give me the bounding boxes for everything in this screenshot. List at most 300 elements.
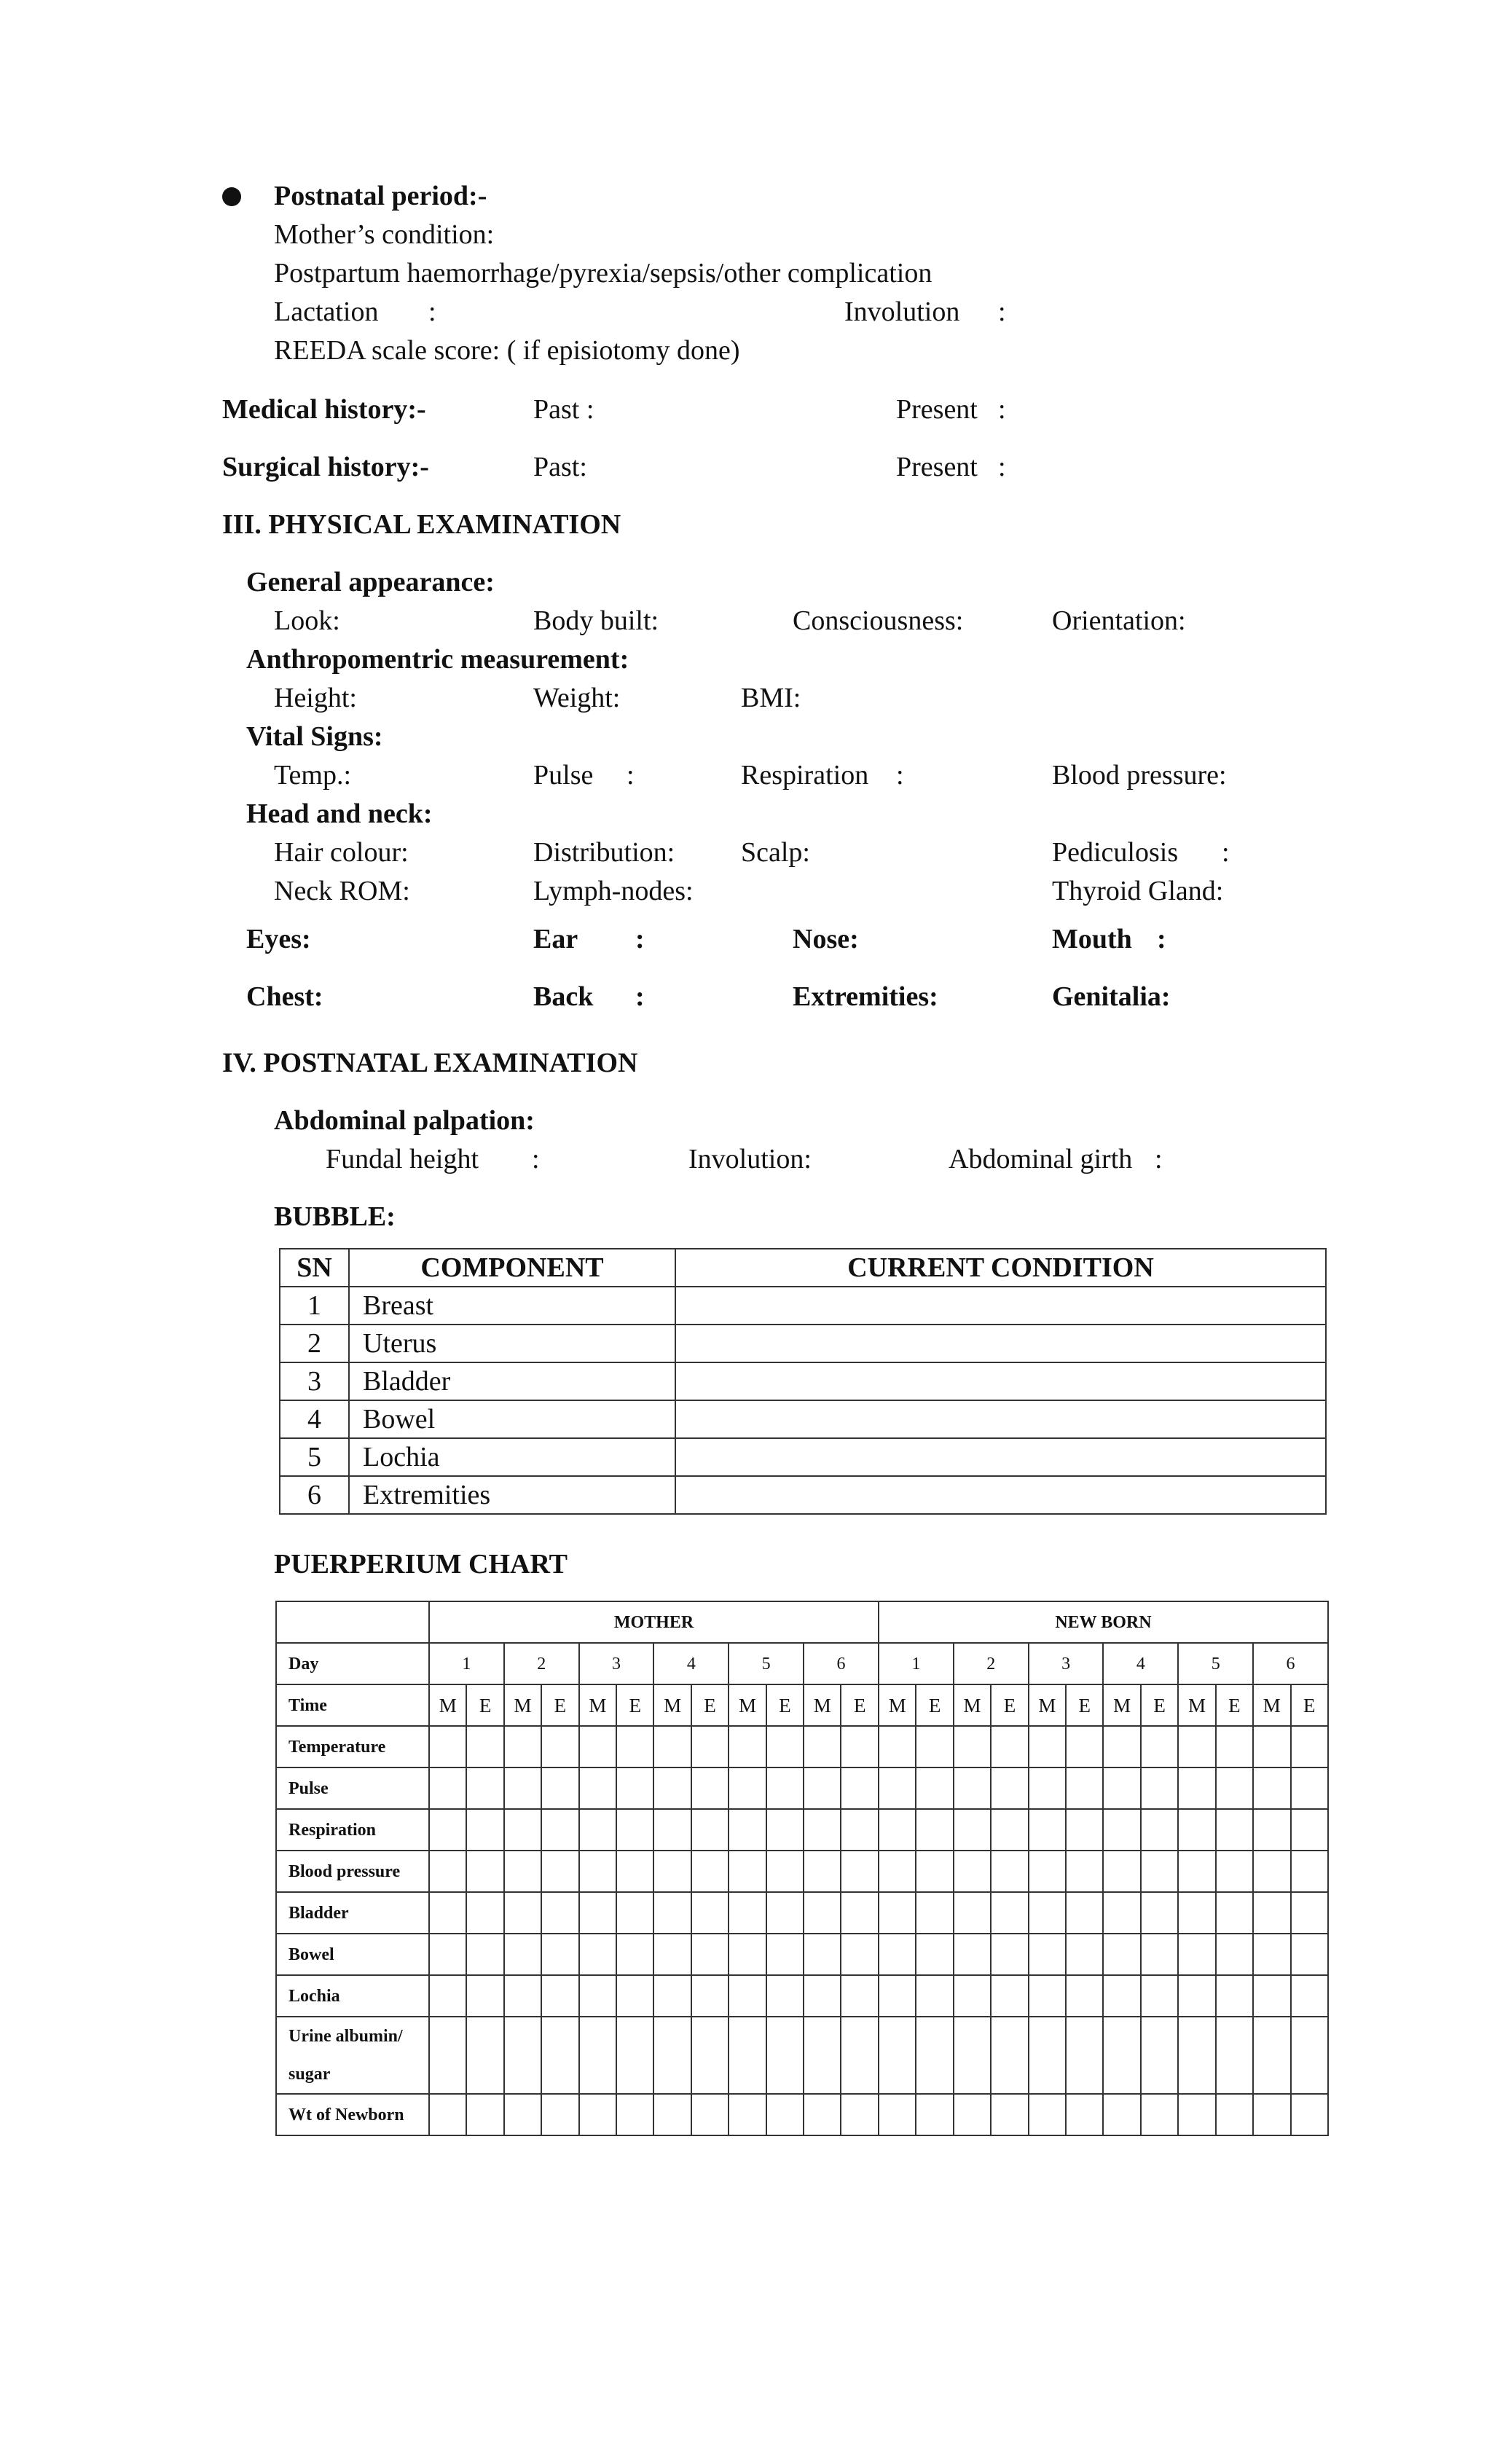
chart-entry-cell[interactable] <box>1178 1726 1215 1767</box>
anthropometric-label: Anthropomentric measurement: <box>246 644 629 675</box>
chart-entry-cell[interactable] <box>916 1809 953 1851</box>
chart-entry-cell[interactable] <box>429 2017 466 2094</box>
chart-entry-cell[interactable] <box>729 1851 766 1892</box>
chart-entry-cell[interactable] <box>729 1975 766 2017</box>
chart-entry-cell[interactable] <box>616 1892 653 1934</box>
chart-entry-cell[interactable] <box>879 2017 916 2094</box>
chart-entry-cell[interactable] <box>579 1975 616 2017</box>
chart-entry-cell[interactable] <box>691 2094 729 2135</box>
chart-entry-cell[interactable] <box>653 1975 691 2017</box>
chart-entry-cell[interactable] <box>691 1892 729 1934</box>
chart-entry-cell[interactable] <box>616 1767 653 1809</box>
chart-entry-cell[interactable] <box>691 1726 729 1767</box>
chart-group-row <box>276 1601 1328 1643</box>
chart-entry-cell[interactable] <box>1029 2017 1066 2094</box>
postnatal-exam-heading: IV. POSTNATAL EXAMINATION <box>222 1048 638 1078</box>
component-cell: Lochia <box>349 1438 675 1476</box>
current-condition-header: CURRENT CONDITION <box>675 1249 1326 1287</box>
head-neck-label: Head and neck: <box>246 799 433 829</box>
chart-entry-cell[interactable] <box>691 1851 729 1892</box>
chart-entry-cell[interactable] <box>1253 2094 1290 2135</box>
chart-entry-cell[interactable] <box>1216 1809 1253 1851</box>
chart-entry-cell[interactable] <box>1291 1809 1328 1851</box>
abdominal-girth-colon: : <box>1155 1144 1163 1174</box>
chart-entry-cell[interactable] <box>579 1851 616 1892</box>
chart-entry-cell[interactable] <box>1066 1975 1103 2017</box>
chart-entry-cell[interactable] <box>1141 2094 1178 2135</box>
chart-row <box>276 2017 1328 2094</box>
chart-entry-cell[interactable] <box>653 1851 691 1892</box>
day-number: 2 <box>954 1643 1029 1684</box>
sn-header: SN <box>280 1249 349 1287</box>
chart-entry-cell[interactable] <box>879 2094 916 2135</box>
chart-entry-cell[interactable] <box>1216 1851 1253 1892</box>
chart-entry-cell[interactable] <box>841 1975 879 2017</box>
chart-entry-cell[interactable] <box>766 1809 804 1851</box>
chart-entry-cell[interactable] <box>766 1726 804 1767</box>
chart-entry-cell[interactable] <box>579 1726 616 1767</box>
chart-entry-cell[interactable] <box>1066 1851 1103 1892</box>
chart-entry-cell[interactable] <box>653 2094 691 2135</box>
medical-present-label: Present <box>896 394 978 425</box>
chart-entry-cell[interactable] <box>916 1892 953 1934</box>
chart-entry-cell[interactable] <box>616 1726 653 1767</box>
chart-entry-cell[interactable] <box>504 1934 541 1975</box>
chart-entry-cell[interactable] <box>429 1934 466 1975</box>
chart-entry-cell[interactable] <box>729 2017 766 2094</box>
chart-entry-cell[interactable] <box>879 1975 916 2017</box>
chart-entry-cell[interactable] <box>1178 1851 1215 1892</box>
component-cell: Bowel <box>349 1400 675 1438</box>
chart-entry-cell[interactable] <box>1066 2017 1103 2094</box>
chart-entry-cell[interactable] <box>1103 1726 1140 1767</box>
chart-row-label: Temperature <box>276 1726 429 1767</box>
mouth-colon: : <box>1157 924 1166 954</box>
chart-entry-cell[interactable] <box>1178 1975 1215 2017</box>
chart-entry-cell[interactable] <box>1291 1975 1328 2017</box>
chart-entry-cell[interactable] <box>504 2017 541 2094</box>
chart-entry-cell[interactable] <box>1253 1726 1290 1767</box>
chart-entry-cell[interactable] <box>841 2017 879 2094</box>
thyroid-label: Thyroid Gland: <box>1052 876 1224 906</box>
chart-entry-cell[interactable] <box>1291 1934 1328 1975</box>
chart-entry-cell[interactable] <box>916 1934 953 1975</box>
chart-entry-cell[interactable] <box>691 1975 729 2017</box>
chart-entry-cell[interactable] <box>653 1892 691 1934</box>
chart-entry-cell[interactable] <box>804 1809 841 1851</box>
chart-entry-cell[interactable] <box>879 1809 916 1851</box>
chart-entry-cell[interactable] <box>616 2094 653 2135</box>
chart-entry-cell[interactable] <box>1029 1851 1066 1892</box>
chart-entry-cell[interactable] <box>954 1809 991 1851</box>
surgical-past-label: Past: <box>533 452 587 482</box>
chart-entry-cell[interactable] <box>466 1851 503 1892</box>
condition-cell[interactable] <box>675 1476 1326 1514</box>
day-number: 2 <box>504 1643 579 1684</box>
pulse-label: Pulse <box>533 760 594 790</box>
chart-entry-cell[interactable] <box>1103 1892 1140 1934</box>
chart-entry-cell[interactable] <box>1103 2017 1140 2094</box>
chart-entry-cell[interactable] <box>1141 1851 1178 1892</box>
chart-entry-cell[interactable] <box>1253 1851 1290 1892</box>
time-code: M <box>429 1684 466 1726</box>
chart-entry-cell[interactable] <box>991 1809 1028 1851</box>
chart-day-row <box>276 1643 1328 1684</box>
chart-entry-cell[interactable] <box>1178 1934 1215 1975</box>
chart-entry-cell[interactable] <box>1141 2017 1178 2094</box>
chart-entry-cell[interactable] <box>579 2017 616 2094</box>
chart-entry-cell[interactable] <box>1066 1809 1103 1851</box>
chart-entry-cell[interactable] <box>579 1767 616 1809</box>
bubble-table <box>279 1248 1327 1515</box>
chart-entry-cell[interactable] <box>879 1767 916 1809</box>
chart-entry-cell[interactable] <box>541 1726 578 1767</box>
chart-entry-cell[interactable] <box>991 1934 1028 1975</box>
chart-entry-cell[interactable] <box>766 1934 804 1975</box>
abdominal-girth-label: Abdominal girth <box>949 1144 1133 1174</box>
chart-entry-cell[interactable] <box>729 1726 766 1767</box>
chart-entry-cell[interactable] <box>1253 1975 1290 2017</box>
chart-entry-cell[interactable] <box>1216 1767 1253 1809</box>
chart-entry-cell[interactable] <box>1066 1726 1103 1767</box>
chart-entry-cell[interactable] <box>429 1767 466 1809</box>
chart-entry-cell[interactable] <box>541 1809 578 1851</box>
chart-entry-cell[interactable] <box>1029 1726 1066 1767</box>
chart-entry-cell[interactable] <box>541 1851 578 1892</box>
reeda-label: REEDA scale score: ( if episiotomy done) <box>274 335 740 366</box>
chart-entry-cell[interactable] <box>1216 1975 1253 2017</box>
day-number: 5 <box>729 1643 804 1684</box>
chart-entry-cell[interactable] <box>729 1892 766 1934</box>
chart-row <box>276 1975 1328 2017</box>
chart-entry-cell[interactable] <box>653 2017 691 2094</box>
chart-entry-cell[interactable] <box>991 1767 1028 1809</box>
chart-entry-cell[interactable] <box>541 1934 578 1975</box>
chart-entry-cell[interactable] <box>429 1809 466 1851</box>
component-cell: Breast <box>349 1287 675 1325</box>
chart-entry-cell[interactable] <box>1029 1809 1066 1851</box>
chart-entry-cell[interactable] <box>466 2017 503 2094</box>
neck-rom-label: Neck ROM: <box>274 876 410 906</box>
urine-label-line2: sugar <box>288 2065 331 2084</box>
lactation-label: Lactation <box>274 297 379 327</box>
chart-entry-cell[interactable] <box>504 1851 541 1892</box>
chart-row <box>276 1851 1328 1892</box>
chart-row-label: Wt of Newborn <box>276 2094 429 2135</box>
chart-entry-cell[interactable] <box>1253 1892 1290 1934</box>
medical-present-colon: : <box>998 394 1006 425</box>
chart-entry-cell[interactable] <box>916 1767 953 1809</box>
chart-entry-cell[interactable] <box>841 1809 879 1851</box>
chart-entry-cell[interactable] <box>766 1975 804 2017</box>
eyes-label: Eyes: <box>246 924 311 954</box>
chart-entry-cell[interactable] <box>579 1892 616 1934</box>
chart-entry-cell[interactable] <box>1291 2017 1328 2094</box>
chart-entry-cell[interactable] <box>504 1892 541 1934</box>
chart-entry-cell[interactable] <box>954 1892 991 1934</box>
surgical-history-label: Surgical history:- <box>222 452 429 482</box>
chart-row-label <box>276 2017 429 2094</box>
chart-entry-cell[interactable] <box>991 1851 1028 1892</box>
chart-entry-cell[interactable] <box>1291 2094 1328 2135</box>
chart-entry-cell[interactable] <box>466 2094 503 2135</box>
chart-entry-cell[interactable] <box>729 1809 766 1851</box>
chart-entry-cell[interactable] <box>1066 1767 1103 1809</box>
chart-entry-cell[interactable] <box>429 1892 466 1934</box>
time-code: M <box>954 1684 991 1726</box>
chart-entry-cell[interactable] <box>1066 1934 1103 1975</box>
chart-entry-cell[interactable] <box>1216 1726 1253 1767</box>
chart-entry-cell[interactable] <box>766 1892 804 1934</box>
chart-entry-cell[interactable] <box>1178 2017 1215 2094</box>
involution-exam-label: Involution: <box>688 1144 812 1174</box>
chart-entry-cell[interactable] <box>916 1975 953 2017</box>
chart-entry-cell[interactable] <box>879 1892 916 1934</box>
chart-entry-cell[interactable] <box>466 1767 503 1809</box>
day-number: 6 <box>1253 1643 1328 1684</box>
chart-entry-cell[interactable] <box>1216 1892 1253 1934</box>
chart-entry-cell[interactable] <box>1103 1851 1140 1892</box>
chart-entry-cell[interactable] <box>879 1934 916 1975</box>
chart-entry-cell[interactable] <box>691 1934 729 1975</box>
extremities-label: Extremities: <box>793 981 938 1012</box>
chart-corner-cell <box>276 1601 429 1643</box>
chart-entry-cell[interactable] <box>1141 1767 1178 1809</box>
day-number: 1 <box>429 1643 504 1684</box>
condition-cell[interactable] <box>675 1362 1326 1400</box>
chart-entry-cell[interactable] <box>954 1851 991 1892</box>
chart-entry-cell[interactable] <box>766 2017 804 2094</box>
chart-entry-cell[interactable] <box>1291 1851 1328 1892</box>
chart-entry-cell[interactable] <box>1253 2017 1290 2094</box>
chart-entry-cell[interactable] <box>954 1726 991 1767</box>
chart-entry-cell[interactable] <box>466 1892 503 1934</box>
time-code: E <box>616 1684 653 1726</box>
chart-entry-cell[interactable] <box>1029 1767 1066 1809</box>
chart-entry-cell[interactable] <box>1291 1892 1328 1934</box>
time-code: M <box>804 1684 841 1726</box>
chart-entry-cell[interactable] <box>653 1726 691 1767</box>
chart-entry-cell[interactable] <box>804 2094 841 2135</box>
chart-entry-cell[interactable] <box>541 1767 578 1809</box>
chart-entry-cell[interactable] <box>1141 1975 1178 2017</box>
newborn-header: NEW BORN <box>879 1601 1328 1643</box>
sn-cell: 4 <box>280 1400 349 1438</box>
chart-entry-cell[interactable] <box>504 1767 541 1809</box>
chart-entry-cell[interactable] <box>653 1809 691 1851</box>
chart-entry-cell[interactable] <box>579 1934 616 1975</box>
chart-entry-cell[interactable] <box>1103 2094 1140 2135</box>
chart-entry-cell[interactable] <box>766 2094 804 2135</box>
chart-entry-cell[interactable] <box>841 2094 879 2135</box>
chart-entry-cell[interactable] <box>954 1975 991 2017</box>
chart-entry-cell[interactable] <box>616 1851 653 1892</box>
chart-entry-cell[interactable] <box>841 1851 879 1892</box>
chart-entry-cell[interactable] <box>653 1934 691 1975</box>
chart-entry-cell[interactable] <box>504 1975 541 2017</box>
chart-entry-cell[interactable] <box>504 1809 541 1851</box>
chart-entry-cell[interactable] <box>766 1851 804 1892</box>
chart-row <box>276 1767 1328 1809</box>
chart-entry-cell[interactable] <box>1029 1934 1066 1975</box>
temp-label: Temp.: <box>274 760 352 790</box>
chart-entry-cell[interactable] <box>541 1975 578 2017</box>
chart-entry-cell[interactable] <box>579 2094 616 2135</box>
abdominal-palpation-label: Abdominal palpation: <box>274 1105 535 1136</box>
chart-entry-cell[interactable] <box>1029 2094 1066 2135</box>
chart-entry-cell[interactable] <box>504 1726 541 1767</box>
condition-cell[interactable] <box>675 1325 1326 1362</box>
distribution-label: Distribution: <box>533 837 675 868</box>
chart-entry-cell[interactable] <box>766 1767 804 1809</box>
chart-entry-cell[interactable] <box>466 1975 503 2017</box>
chart-entry-cell[interactable] <box>1216 2094 1253 2135</box>
chart-entry-cell[interactable] <box>429 1726 466 1767</box>
chart-entry-cell[interactable] <box>804 1975 841 2017</box>
ear-label: Ear <box>533 924 578 954</box>
component-cell: Bladder <box>349 1362 675 1400</box>
chart-row-label: Blood pressure <box>276 1851 429 1892</box>
chart-entry-cell[interactable] <box>841 1726 879 1767</box>
height-label: Height: <box>274 683 357 713</box>
chart-entry-cell[interactable] <box>1103 1767 1140 1809</box>
chart-entry-cell[interactable] <box>1029 1975 1066 2017</box>
chart-entry-cell[interactable] <box>954 2094 991 2135</box>
chart-entry-cell[interactable] <box>1253 1767 1290 1809</box>
chart-entry-cell[interactable] <box>1029 1892 1066 1934</box>
chart-entry-cell[interactable] <box>1141 1934 1178 1975</box>
body-built-label: Body built: <box>533 605 659 636</box>
chart-entry-cell[interactable] <box>616 1934 653 1975</box>
table-row <box>280 1476 1326 1514</box>
chart-entry-cell[interactable] <box>954 2017 991 2094</box>
chart-entry-cell[interactable] <box>653 1767 691 1809</box>
time-code: M <box>1253 1684 1290 1726</box>
chart-entry-cell[interactable] <box>1178 2094 1215 2135</box>
bubble-heading: BUBBLE: <box>274 1201 396 1232</box>
chart-row <box>276 1726 1328 1767</box>
day-number: 4 <box>1103 1643 1178 1684</box>
chart-entry-cell[interactable] <box>1066 2094 1103 2135</box>
chart-entry-cell[interactable] <box>616 1975 653 2017</box>
chart-entry-cell[interactable] <box>691 1767 729 1809</box>
chart-entry-cell[interactable] <box>991 1726 1028 1767</box>
chart-entry-cell[interactable] <box>541 2017 578 2094</box>
chart-entry-cell[interactable] <box>1291 1726 1328 1767</box>
chart-entry-cell[interactable] <box>466 1726 503 1767</box>
chart-entry-cell[interactable] <box>1141 1892 1178 1934</box>
chart-entry-cell[interactable] <box>1253 1934 1290 1975</box>
chart-entry-cell[interactable] <box>429 2094 466 2135</box>
hair-colour-label: Hair colour: <box>274 837 409 868</box>
time-code: M <box>1103 1684 1140 1726</box>
chart-entry-cell[interactable] <box>804 1851 841 1892</box>
time-code: E <box>691 1684 729 1726</box>
chart-entry-cell[interactable] <box>916 2094 953 2135</box>
chart-entry-cell[interactable] <box>1103 1809 1140 1851</box>
table-row <box>280 1400 1326 1438</box>
chart-entry-cell[interactable] <box>804 2017 841 2094</box>
chart-entry-cell[interactable] <box>841 1934 879 1975</box>
chart-entry-cell[interactable] <box>879 1851 916 1892</box>
surgical-present-label: Present <box>896 452 978 482</box>
day-label: Day <box>276 1643 429 1684</box>
chart-entry-cell[interactable] <box>616 2017 653 2094</box>
chart-entry-cell[interactable] <box>954 1934 991 1975</box>
ear-colon: : <box>635 924 645 954</box>
chart-entry-cell[interactable] <box>1141 1726 1178 1767</box>
chart-entry-cell[interactable] <box>579 1809 616 1851</box>
chart-entry-cell[interactable] <box>1066 1892 1103 1934</box>
chart-entry-cell[interactable] <box>916 1851 953 1892</box>
chart-entry-cell[interactable] <box>991 1975 1028 2017</box>
chart-entry-cell[interactable] <box>729 1767 766 1809</box>
chart-entry-cell[interactable] <box>1253 1809 1290 1851</box>
genitalia-label: Genitalia: <box>1052 981 1171 1012</box>
chart-entry-cell[interactable] <box>429 1975 466 2017</box>
chart-entry-cell[interactable] <box>804 1934 841 1975</box>
chart-entry-cell[interactable] <box>916 1726 953 1767</box>
chart-entry-cell[interactable] <box>991 2017 1028 2094</box>
chart-entry-cell[interactable] <box>1178 1892 1215 1934</box>
chart-entry-cell[interactable] <box>1178 1767 1215 1809</box>
chart-entry-cell[interactable] <box>841 1767 879 1809</box>
complications-label: Postpartum haemorrhage/pyrexia/sepsis/other complication <box>274 258 932 289</box>
physical-exam-heading: III. PHYSICAL EXAMINATION <box>222 509 621 540</box>
mothers-condition-label: Mother’s condition: <box>274 219 495 250</box>
bullet-icon <box>222 187 241 206</box>
chart-entry-cell[interactable] <box>1103 1975 1140 2017</box>
chart-entry-cell[interactable] <box>991 2094 1028 2135</box>
chart-entry-cell[interactable] <box>1291 1767 1328 1809</box>
chart-entry-cell[interactable] <box>991 1892 1028 1934</box>
chart-entry-cell[interactable] <box>1103 1934 1140 1975</box>
chart-entry-cell[interactable] <box>954 1767 991 1809</box>
time-code: E <box>1216 1684 1253 1726</box>
chart-entry-cell[interactable] <box>504 2094 541 2135</box>
chart-entry-cell[interactable] <box>541 1892 578 1934</box>
condition-cell[interactable] <box>675 1287 1326 1325</box>
consciousness-label: Consciousness: <box>793 605 964 636</box>
chart-entry-cell[interactable] <box>1141 1809 1178 1851</box>
condition-cell[interactable] <box>675 1400 1326 1438</box>
time-code: M <box>653 1684 691 1726</box>
chart-entry-cell[interactable] <box>729 1934 766 1975</box>
chart-entry-cell[interactable] <box>1216 2017 1253 2094</box>
chart-entry-cell[interactable] <box>541 2094 578 2135</box>
chart-entry-cell[interactable] <box>616 1809 653 1851</box>
chart-entry-cell[interactable] <box>1216 1934 1253 1975</box>
condition-cell[interactable] <box>675 1438 1326 1476</box>
chart-entry-cell[interactable] <box>916 2017 953 2094</box>
chart-entry-cell[interactable] <box>804 1767 841 1809</box>
chart-entry-cell[interactable] <box>1178 1809 1215 1851</box>
chart-entry-cell[interactable] <box>691 1809 729 1851</box>
time-code: E <box>1291 1684 1328 1726</box>
chart-entry-cell[interactable] <box>429 1851 466 1892</box>
chart-entry-cell[interactable] <box>466 1934 503 1975</box>
chart-entry-cell[interactable] <box>841 1892 879 1934</box>
chart-entry-cell[interactable] <box>879 1726 916 1767</box>
day-number: 5 <box>1178 1643 1253 1684</box>
chart-entry-cell[interactable] <box>729 2094 766 2135</box>
chart-entry-cell[interactable] <box>804 1726 841 1767</box>
time-code: M <box>879 1684 916 1726</box>
chart-entry-cell[interactable] <box>691 2017 729 2094</box>
component-cell: Extremities <box>349 1476 675 1514</box>
chart-entry-cell[interactable] <box>466 1809 503 1851</box>
chart-entry-cell[interactable] <box>804 1892 841 1934</box>
